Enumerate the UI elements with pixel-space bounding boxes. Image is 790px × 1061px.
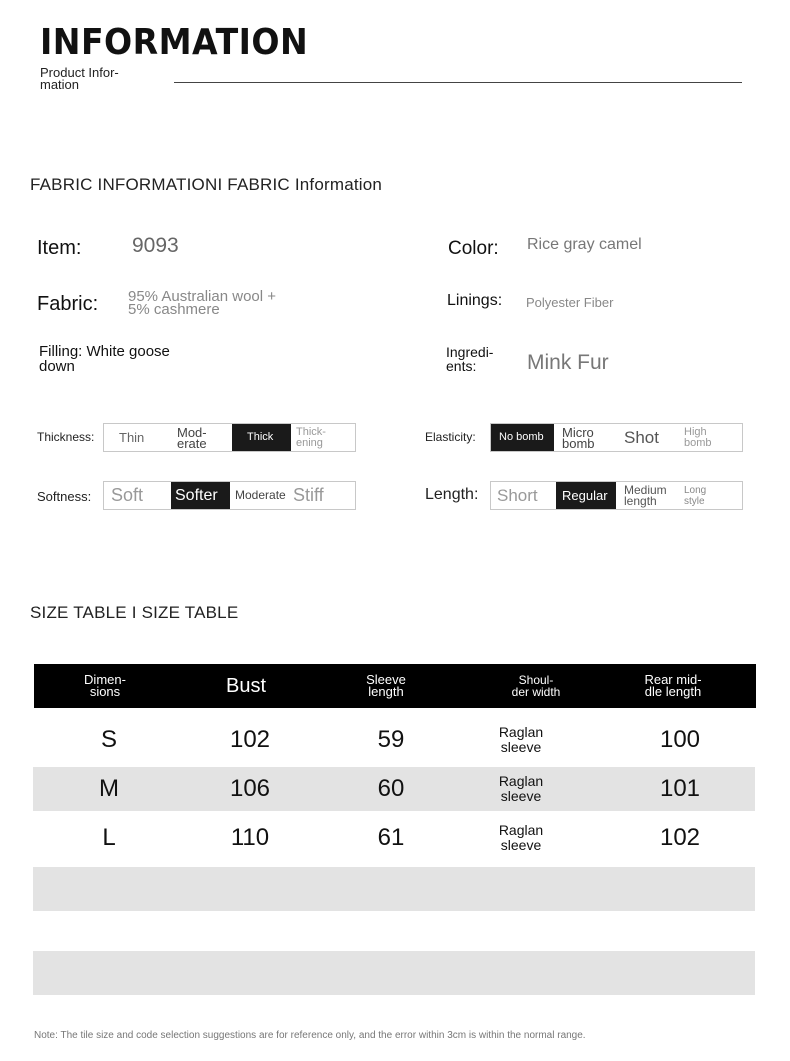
filling-text: Filling: White goose down xyxy=(39,343,170,375)
elasticity-option-high-bomb: High bomb xyxy=(684,425,712,449)
length-option-regular: Regular xyxy=(556,482,616,509)
page-title: INFORMATION xyxy=(40,22,309,63)
elasticity-scale xyxy=(490,423,743,452)
softness-option-stiff: Stiff xyxy=(293,485,324,505)
length-option-short: Short xyxy=(497,486,538,505)
cell-sleeve-length: 59 xyxy=(377,726,405,753)
cell-bust: 102 xyxy=(229,726,271,753)
item-value: 9093 xyxy=(132,234,179,257)
thickness-label: Thickness: xyxy=(37,430,95,444)
ingredients-value: Mink Fur xyxy=(527,351,609,374)
cell-shoulder-width: Raglan sleeve xyxy=(498,822,544,853)
fabric-value: 95% Australian wool + 5% cashmere xyxy=(128,288,277,318)
cell-shoulder-width: Raglan sleeve xyxy=(498,724,544,755)
col-sleeve-length: Sleeve length xyxy=(366,672,406,699)
item-label: Item: xyxy=(37,237,82,259)
col-dimensions: Dimen- sions xyxy=(84,672,126,699)
cell-bust: 106 xyxy=(229,775,271,802)
fabric-section-heading: FABRIC INFORMATIONI FABRIC Information xyxy=(30,175,383,194)
cell-size: S xyxy=(100,726,117,753)
length-option-medium-length: Medium length xyxy=(624,482,667,508)
color-label: Color: xyxy=(448,238,499,259)
length-label: Length: xyxy=(425,486,479,503)
footnote: Note: The tile size and code selection suggestions are for reference only, and the error within 3cm is within the normal range. xyxy=(34,1030,586,1041)
elasticity-label: Elasticity: xyxy=(425,430,476,444)
page-subtitle: Product Infor- mation xyxy=(40,65,119,92)
softness-label: Softness: xyxy=(37,489,92,504)
size-table-header xyxy=(34,664,756,708)
empty-table-row xyxy=(33,867,755,911)
softness-option-softer: Softer xyxy=(171,482,230,509)
softness-scale xyxy=(103,481,356,510)
cell-size: M xyxy=(99,775,119,802)
linings-value: Polyester Fiber xyxy=(526,295,614,310)
cell-rear-middle-length: 100 xyxy=(659,726,701,753)
table-row xyxy=(33,767,755,811)
cell-shoulder-width: Raglan sleeve xyxy=(498,773,544,804)
fabric-label: Fabric: xyxy=(37,293,99,315)
ingredients-label: Ingredi- ents: xyxy=(446,344,494,374)
elasticity-option-no-bomb: No bomb xyxy=(491,424,554,451)
color-value: Rice gray camel xyxy=(527,236,642,253)
thickness-option-moderate: Mod- erate xyxy=(177,424,207,451)
linings-label: Linings: xyxy=(447,292,503,309)
table-row xyxy=(33,816,755,860)
size-section-heading: SIZE TABLE I SIZE TABLE xyxy=(30,603,239,622)
cell-sleeve-length: 60 xyxy=(377,775,405,802)
table-row xyxy=(33,718,755,762)
col-rear-middle-length: Rear mid- dle length xyxy=(644,672,702,699)
softness-option-soft: Soft xyxy=(111,485,144,505)
col-bust: Bust xyxy=(225,675,267,697)
col-shoulder-width: Shoul- der width xyxy=(511,673,561,699)
cell-bust: 110 xyxy=(230,824,270,851)
elasticity-option-shot: Shot xyxy=(624,428,659,447)
length-option-long-style: Long style xyxy=(684,484,707,507)
cell-rear-middle-length: 102 xyxy=(659,824,701,851)
header-divider xyxy=(174,82,742,83)
thickness-option-thickening: Thick- ening xyxy=(296,425,326,449)
cell-rear-middle-length: 101 xyxy=(659,775,701,802)
thickness-option-thin: Thin xyxy=(119,430,145,445)
elasticity-option-micro-bomb: Micro bomb xyxy=(562,424,595,451)
cell-size: L xyxy=(102,824,116,851)
empty-table-row xyxy=(33,951,755,995)
cell-sleeve-length: 61 xyxy=(377,824,405,851)
length-scale xyxy=(490,481,743,510)
softness-option-moderate: Moderate xyxy=(235,488,286,502)
thickness-scale xyxy=(103,423,356,452)
thickness-option-thick: Thick xyxy=(232,424,291,451)
